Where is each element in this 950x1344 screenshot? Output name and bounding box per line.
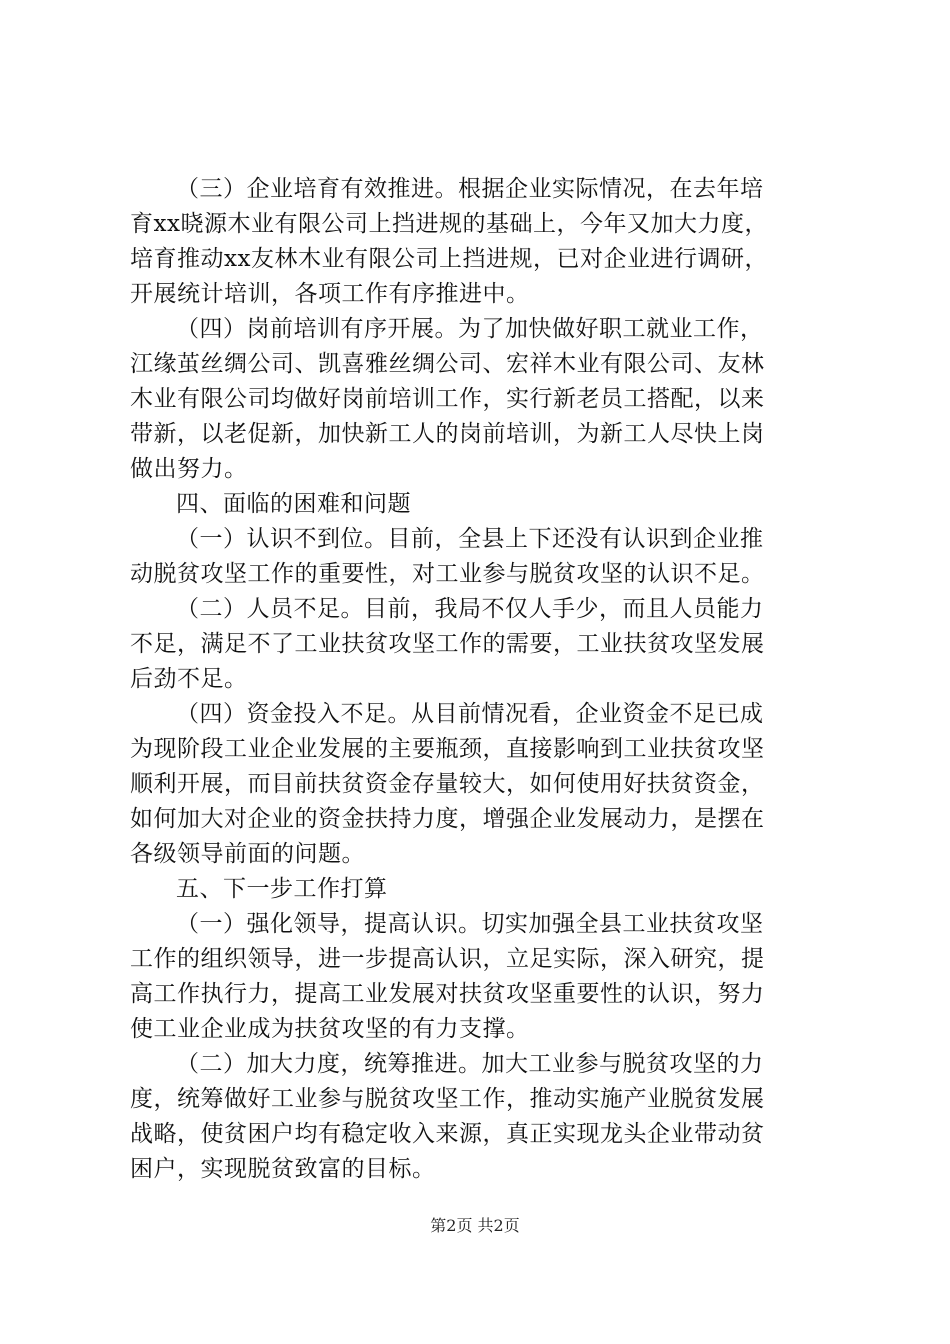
paragraph-line: 度，统筹做好工业参与脱贫攻坚工作，推动实施产业脱贫发展 [130,1086,765,1112]
document-body [130,172,830,1187]
paragraph-line: 带新，以老促新，加快新工人的岗前培训，为新工人尽快上岗 [130,421,765,447]
paragraph-line: 为现阶段工业企业发展的主要瓶颈，直接影响到工业扶贫攻坚 [130,736,765,762]
paragraph-line: 开展统计培训，各项工作有序推进中。 [130,281,530,307]
paragraph-line: 木业有限公司均做好岗前培训工作，实行新老员工搭配，以来 [130,386,765,412]
paragraph-line: 工作的组织领导，进一步提高认识，立足实际，深入研究，提 [130,946,765,972]
paragraph-line: 培育推动xx友林木业有限公司上挡进规，已对企业进行调研， [130,246,768,272]
paragraph-first-line: （二）加大力度，统筹推进。加大工业参与脱贫攻坚的力 [176,1051,764,1077]
paragraph-line: 高工作执行力，提高工业发展对扶贫攻坚重要性的认识，努力 [130,981,765,1007]
paragraph-first-line: （二）人员不足。目前，我局不仅人手少，而且人员能力 [176,596,764,622]
paragraph-line: 育xx晓源木业有限公司上挡进规的基础上，今年又加大力度， [130,211,768,237]
paragraph-first-line: （四）岗前培训有序开展。为了加快做好职工就业工作， [176,316,764,342]
paragraph-first-line: 四、面临的困难和问题 [176,491,411,517]
paragraph-line: 江缘茧丝绸公司、凯喜雅丝绸公司、宏祥木业有限公司、友林 [130,351,765,377]
paragraph-first-line: （三）企业培育有效推进。根据企业实际情况，在去年培 [176,176,764,202]
page-footer: 第2页 共2页 [430,1216,520,1235]
paragraph-first-line: （一）强化领导，提高认识。切实加强全县工业扶贫攻坚 [176,911,764,937]
paragraph-line: 战略，使贫困户均有稳定收入来源，真正实现龙头企业带动贫 [130,1121,765,1147]
paragraph-line: 各级领导前面的问题。 [130,841,365,867]
paragraph-line: 不足，满足不了工业扶贫攻坚工作的需要，工业扶贫攻坚发展 [130,631,765,657]
paragraph-line: 困户，实现脱贫致富的目标。 [130,1156,436,1182]
paragraph-first-line: 五、下一步工作打算 [176,876,388,902]
paragraph-line: 后劲不足。 [130,666,248,692]
paragraph-line: 动脱贫攻坚工作的重要性，对工业参与脱贫攻坚的认识不足。 [130,561,765,587]
paragraph-line: 顺利开展，而目前扶贫资金存量较大，如何使用好扶贫资金， [130,771,765,797]
paragraph-first-line: （四）资金投入不足。从目前情况看，企业资金不足已成 [176,701,764,727]
paragraph-line: 做出努力。 [130,456,248,482]
paragraph-line: 如何加大对企业的资金扶持力度，增强企业发展动力，是摆在 [130,806,765,832]
paragraph-line: 使工业企业成为扶贫攻坚的有力支撑。 [130,1016,530,1042]
paragraph-first-line: （一）认识不到位。目前，全县上下还没有认识到企业推 [176,526,764,552]
